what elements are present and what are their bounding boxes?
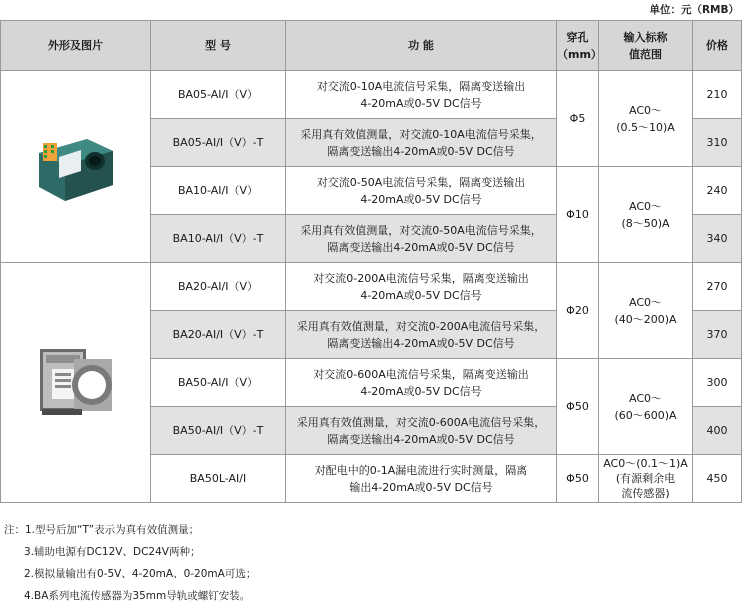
function-cell xyxy=(286,263,557,311)
table-row xyxy=(1,263,742,311)
range-line: (40～200)A xyxy=(614,312,677,326)
model-cell: BA50-AI/I（V） xyxy=(151,359,286,407)
model-cell: BA20-AI/I（V）-T xyxy=(151,311,286,359)
function-cell xyxy=(286,71,557,119)
note-line: 2.模拟量输出有0-5V、4-20mA、0-20mA可选； xyxy=(24,568,257,580)
table-row xyxy=(1,71,742,119)
model-cell: BA10-AI/I（V） xyxy=(151,167,286,215)
note-line xyxy=(4,519,256,541)
model-cell: BA10-AI/I（V）-T xyxy=(151,215,286,263)
header-hole-l1: 穿孔 xyxy=(566,30,589,44)
range-cell xyxy=(599,263,693,359)
hole-cell: Φ10 xyxy=(557,167,599,263)
function-line: 隔离变送输出4-20mA或0-5V DC信号 xyxy=(327,432,515,446)
price-cell: 300 xyxy=(693,359,742,407)
price-cell: 310 xyxy=(693,119,742,167)
unit-label: 单位：元（RMB） xyxy=(649,4,739,16)
function-line: 隔离变送输出4-20mA或0-5V DC信号 xyxy=(327,240,515,254)
note-line: 4.BA系列电流传感器为35mm导轨或螺钉安装。 xyxy=(24,590,251,602)
function-line: 对交流0-200A电流信号采集，隔离变送输出 xyxy=(313,271,529,285)
hole-cell: Φ50 xyxy=(557,359,599,455)
header-model: 型 号 xyxy=(151,21,286,71)
function-cell xyxy=(286,311,557,359)
range-line: AC0～ xyxy=(628,103,662,117)
header-price: 价格 xyxy=(693,21,742,71)
model-cell: BA05-AI/I（V）-T xyxy=(151,119,286,167)
function-cell xyxy=(286,167,557,215)
header-hole xyxy=(557,21,602,71)
model-cell: BA05-AI/I（V） xyxy=(151,71,286,119)
function-line: 对交流0-600A电流信号采集，隔离变送输出 xyxy=(313,367,529,381)
function-line: 采用真有效值测量，对交流0-200A电流信号采集， xyxy=(296,319,546,333)
range-line: 流传感器) xyxy=(621,487,670,500)
note-line: 3.辅助电源有DC12V、DC24V两种； xyxy=(24,546,201,558)
product-image-small xyxy=(1,71,151,263)
hole-cell: Φ20 xyxy=(557,263,599,359)
hole-cell: Φ5 xyxy=(557,71,599,167)
header-function: 功 能 xyxy=(286,21,557,71)
function-line: 对交流0-10A电流信号采集，隔离变送输出 xyxy=(316,79,526,93)
function-line: 输出4-20mA或0-5V DC信号 xyxy=(349,480,493,494)
function-line: 采用真有效值测量，对交流0-50A电流信号采集， xyxy=(300,223,542,237)
function-line: 4-20mA或0-5V DC信号 xyxy=(360,384,482,398)
model-cell: BA50L-AI/I xyxy=(151,455,286,503)
range-line: AC0～ xyxy=(628,295,662,309)
sensor-small-icon xyxy=(31,125,121,209)
model-cell: BA50-AI/I（V）-T xyxy=(151,407,286,455)
function-line: 采用真有效值测量，对交流0-600A电流信号采集， xyxy=(296,415,546,429)
range-line: (8～50)A xyxy=(621,216,670,230)
range-cell xyxy=(599,359,693,455)
range-line: AC0～(0.1～1)A xyxy=(603,457,688,470)
range-cell xyxy=(599,167,693,263)
price-cell: 400 xyxy=(693,407,742,455)
function-cell xyxy=(286,455,557,503)
price-cell: 270 xyxy=(693,263,742,311)
range-line: AC0～ xyxy=(628,199,662,213)
note-prefix: 注： xyxy=(4,524,25,536)
price-cell: 450 xyxy=(693,455,742,503)
header-range-l2: 值范围 xyxy=(629,47,662,61)
range-cell xyxy=(599,455,693,503)
price-cell: 240 xyxy=(693,167,742,215)
function-line: 隔离变送输出4-20mA或0-5V DC信号 xyxy=(327,144,515,158)
function-line: 隔离变送输出4-20mA或0-5V DC信号 xyxy=(327,336,515,350)
function-cell xyxy=(286,215,557,263)
header-image: 外形及图片 xyxy=(1,21,151,71)
function-cell xyxy=(286,407,557,455)
note-text: 1.型号后加“T”表示为真有效值测量； xyxy=(25,524,200,536)
function-line: 对配电中的0-1A漏电流进行实时测量，隔离 xyxy=(314,463,528,477)
function-cell xyxy=(286,359,557,407)
function-cell xyxy=(286,119,557,167)
function-line: 对交流0-50A电流信号采集，隔离变送输出 xyxy=(316,175,526,189)
header-range xyxy=(599,21,693,71)
range-line: (60～600)A xyxy=(614,408,677,422)
range-line: (0.5～10)A xyxy=(616,120,675,134)
hole-cell: Φ50 xyxy=(557,455,599,503)
header-row xyxy=(1,21,742,71)
function-line: 4-20mA或0-5V DC信号 xyxy=(360,192,482,206)
function-line: 4-20mA或0-5V DC信号 xyxy=(360,96,482,110)
price-cell: 340 xyxy=(693,215,742,263)
notes xyxy=(4,519,256,607)
function-line: 4-20mA或0-5V DC信号 xyxy=(360,288,482,302)
range-line: AC0～ xyxy=(628,391,662,405)
header-hole-l2: （mm） xyxy=(557,47,602,61)
function-line: 采用真有效值测量，对交流0-10A电流信号采集， xyxy=(300,127,542,141)
sensor-large-icon xyxy=(34,345,118,421)
price-table xyxy=(0,20,742,503)
product-image-large xyxy=(1,263,151,503)
model-cell: BA20-AI/I（V） xyxy=(151,263,286,311)
price-cell: 210 xyxy=(693,71,742,119)
price-cell: 370 xyxy=(693,311,742,359)
header-range-l1: 输入标称 xyxy=(623,30,668,44)
range-line: (有源剩余电 xyxy=(615,472,676,485)
range-cell xyxy=(599,71,693,167)
